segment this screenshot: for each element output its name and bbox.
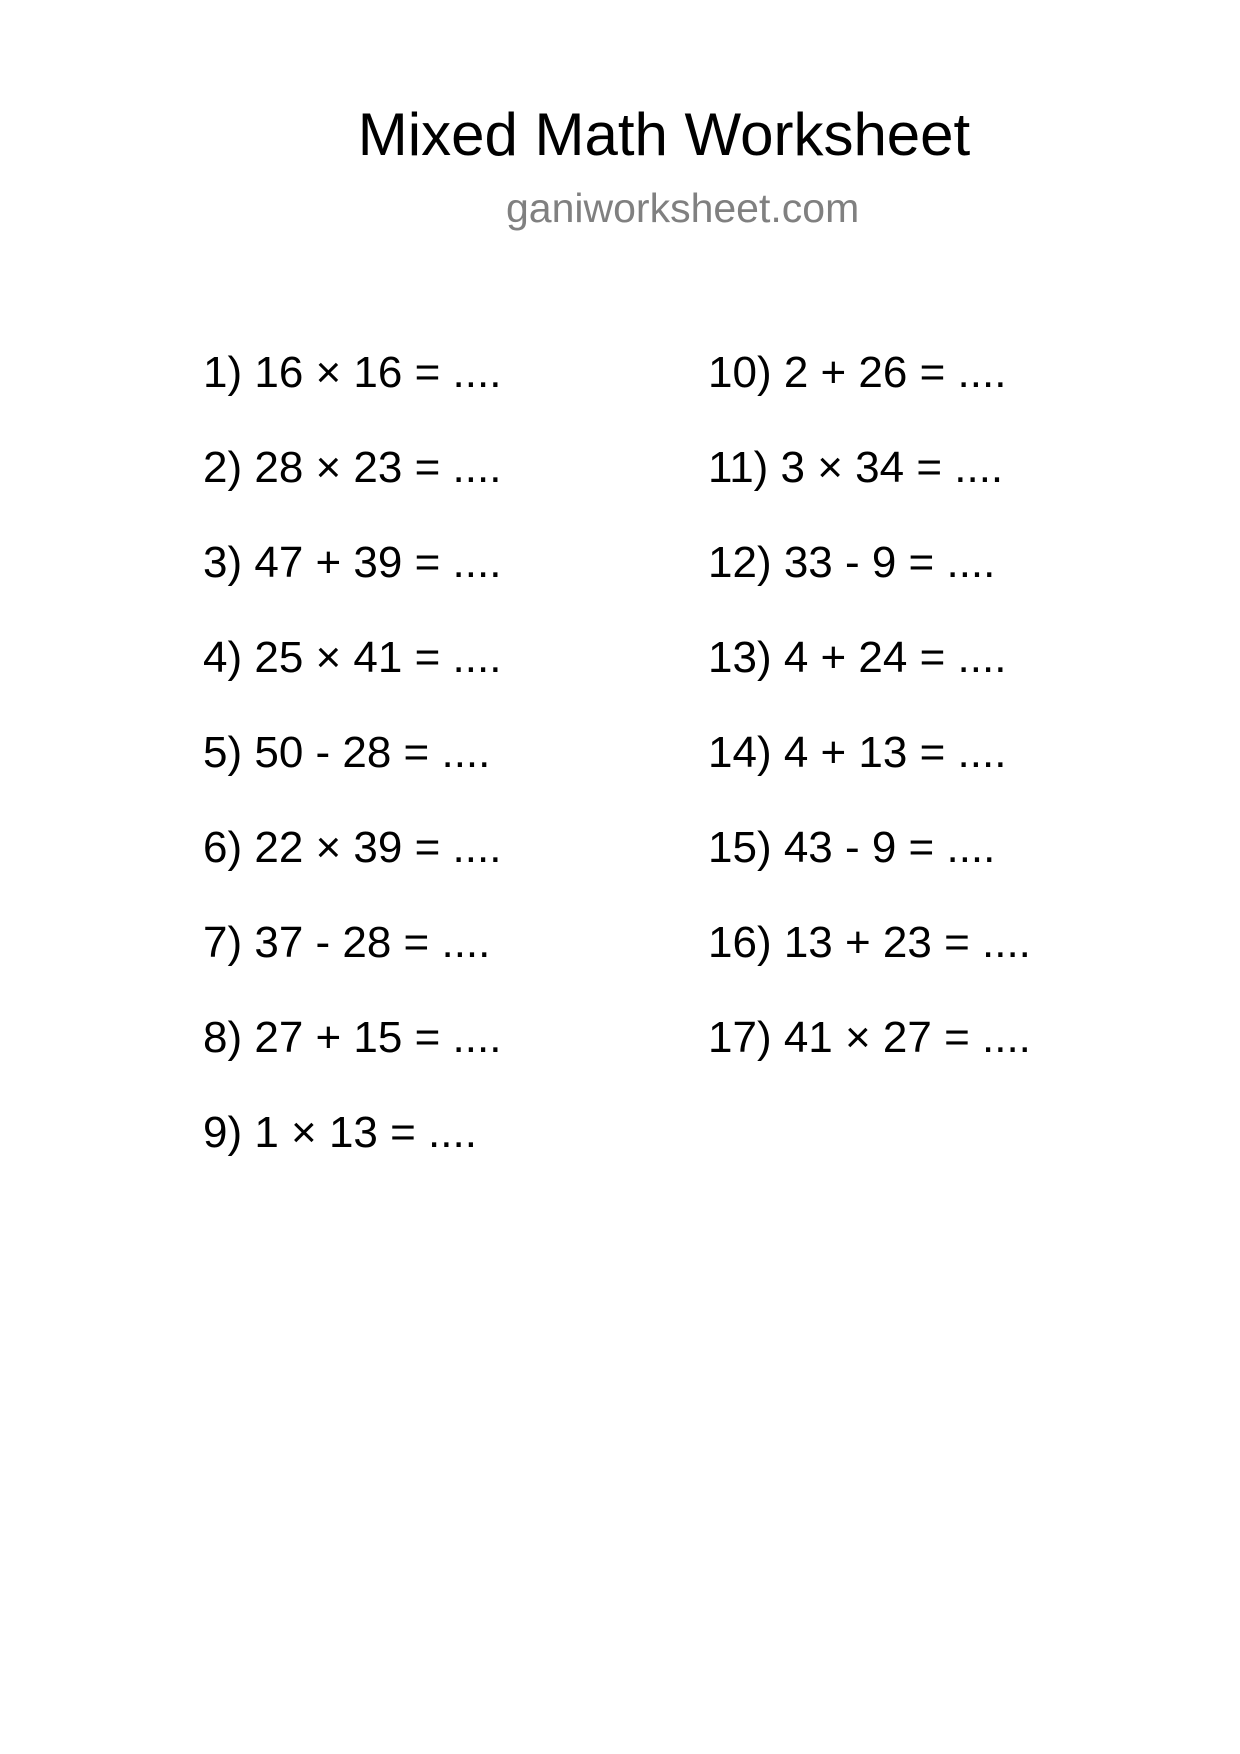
problem-item: 6) 22 × 39 = .... [203,823,502,872]
problem-item: 7) 37 - 28 = .... [203,918,491,967]
problem-item: 17) 41 × 27 = .... [708,1013,1031,1062]
problem-item: 8) 27 + 15 = .... [203,1013,502,1062]
problem-item: 13) 4 + 24 = .... [708,633,1007,682]
problem-item: 14) 4 + 13 = .... [708,728,1007,777]
problem-item: 3) 47 + 39 = .... [203,538,502,587]
problem-item: 12) 33 - 9 = .... [708,538,996,587]
worksheet-title: Mixed Math Worksheet [357,101,971,168]
problem-item: 15) 43 - 9 = .... [708,823,996,872]
problem-item: 2) 28 × 23 = .... [203,443,502,492]
problem-item: 9) 1 × 13 = .... [203,1108,477,1157]
problem-item: 16) 13 + 23 = .... [708,918,1031,967]
problem-item: 1) 16 × 16 = .... [203,348,502,397]
problems-right-column [708,348,1031,1108]
problem-item: 11) 3 × 34 = .... [708,443,1004,492]
problems-left-column [203,348,501,1203]
website-subtitle: ganiworksheet.com [506,185,860,231]
problem-item: 10) 2 + 26 = .... [708,348,1007,397]
problem-item: 5) 50 - 28 = .... [203,728,491,777]
problem-item: 4) 25 × 41 = .... [203,633,502,682]
